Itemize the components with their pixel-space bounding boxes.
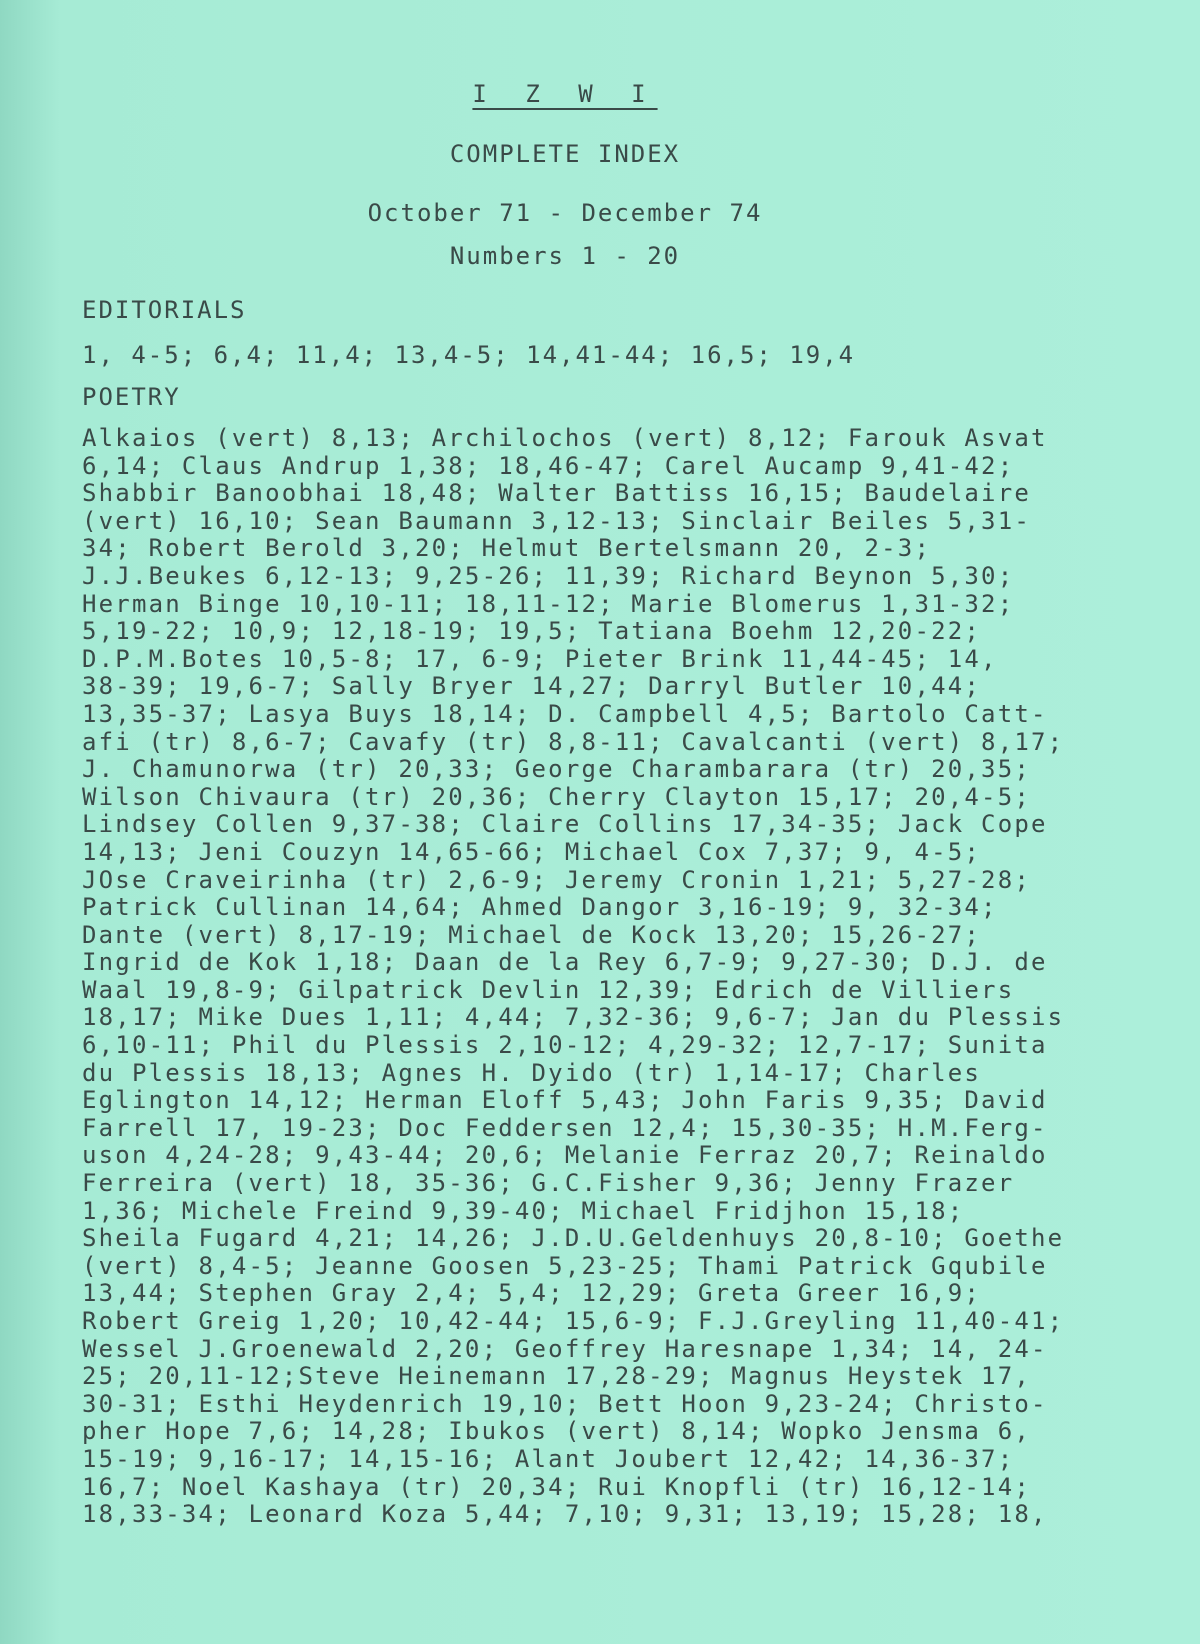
poetry-index-line: 6,14; Claus Andrup 1,38; 18,46-47; Carel Aucamp 9,41-42; xyxy=(82,451,1015,480)
poetry-index-line: Alkaios (vert) 8,13; Archilochos (vert) 8,12; Farouk Asvat xyxy=(82,424,1048,452)
poetry-index-line: Waal 19,8-9; Gilpatrick Devlin 12,39; Edrich de Villiers xyxy=(82,975,1015,1004)
poetry-index-line: 25; 20,11-12;Steve Heinemann 17,28-29; Magnus Heystek 17, xyxy=(82,1362,1032,1391)
poetry-index-line: 30-31; Esthi Heydenrich 19,10; Bett Hoon 9,23-24; Christo- xyxy=(82,1389,1048,1418)
poetry-index-line: 1,36; Michele Freind 9,39-40; Michael Fridjhon 15,18; xyxy=(82,1196,965,1225)
poetry-index-line: Ingrid de Kok 1,18; Daan de la Rey 6,7-9; 9,27-30; D.J. de xyxy=(82,948,1048,977)
date-range: October 71 - December 74 xyxy=(367,199,763,227)
poetry-index-line: JOse Craveirinha (tr) 2,6-9; Jeremy Cronin 1,21; 5,27-28; xyxy=(82,865,1032,894)
poetry-index-line: 15-19; 9,16-17; 14,15-16; Alant Joubert 12,42; 14,36-37; xyxy=(82,1444,1015,1473)
poetry-index-line: 14,13; Jeni Couzyn 14,65-66; Michael Cox 7,37; 9, 4-5; xyxy=(82,837,982,866)
poetry-index-line: Lindsey Collen 9,37-38; Claire Collins 17,34-35; Jack Cope xyxy=(82,810,1048,839)
poetry-index-line: Shabbir Banoobhai 18,48; Walter Battiss 16,15; Baudelaire xyxy=(82,479,1032,508)
poetry-index-line: D.P.M.Botes 10,5-8; 17, 6-9; Pieter Brink 11,44-45; 14, xyxy=(82,644,998,673)
poetry-index-line: Wessel J.Groenewald 2,20; Geoffrey Haresnape 1,34; 14, 24- xyxy=(82,1334,1048,1363)
poetry-index-line: 18,17; Mike Dues 1,11; 4,44; 7,32-36; 9,6-7; Jan du Plessis xyxy=(82,1003,1065,1032)
poetry-index-line: Ferreira (vert) 18, 35-36; G.C.Fisher 9,36; Jenny Frazer xyxy=(82,1169,1015,1198)
poetry-index-line: Dante (vert) 8,17-19; Michael de Kock 13,20; 15,26-27; xyxy=(82,920,982,949)
poetry-index-line: pher Hope 7,6; 14,28; Ibukos (vert) 8,14; Wopko Jensma 6, xyxy=(82,1417,1032,1446)
poetry-index-line: 18,33-34; Leonard Koza 5,44; 7,10; 9,31; 13,19; 15,28; 18, xyxy=(82,1500,1048,1529)
poetry-index-line: afi (tr) 8,6-7; Cavafy (tr) 8,8-11; Cavalcanti (vert) 8,17; xyxy=(82,727,1065,756)
poetry-index-line: du Plessis 18,13; Agnes H. Dyido (tr) 1,14-17; Charles xyxy=(82,1058,982,1087)
poetry-index-line: 16,7; Noel Kashaya (tr) 20,34; Rui Knopfli (tr) 16,12-14; xyxy=(82,1472,1032,1501)
journal-title: I Z W I xyxy=(472,80,658,108)
poetry-index-line: 13,35-37; Lasya Buys 18,14; D. Campbell 4,5; Bartolo Catt- xyxy=(82,699,1048,728)
poetry-index-line: Patrick Cullinan 14,64; Ahmed Dangor 3,16-19; 9, 32-34; xyxy=(82,893,998,922)
poetry-heading: POETRY xyxy=(82,383,181,411)
poetry-index-line: Eglington 14,12; Herman Eloff 5,43; John Faris 9,35; David xyxy=(82,1086,1048,1115)
poetry-index-line: Herman Binge 10,10-11; 18,11-12; Marie Blomerus 1,31-32; xyxy=(82,589,1015,618)
poetry-index-line: 13,44; Stephen Gray 2,4; 5,4; 12,29; Greta Greer 16,9; xyxy=(82,1279,982,1308)
editorials-heading: EDITORIALS xyxy=(82,296,247,324)
poetry-index-line: (vert) 16,10; Sean Baumann 3,12-13; Sinclair Beiles 5,31- xyxy=(82,506,1032,535)
poetry-index-line: uson 4,24-28; 9,43-44; 20,6; Melanie Ferraz 20,7; Reinaldo xyxy=(82,1141,1048,1170)
index-title: COMPLETE INDEX xyxy=(449,140,681,168)
poetry-index-line: J.J.Beukes 6,12-13; 9,25-26; 11,39; Richard Beynon 5,30; xyxy=(82,561,1015,590)
poetry-index-line: Wilson Chivaura (tr) 20,36; Cherry Clayton 15,17; 20,4-5; xyxy=(82,782,1032,811)
poetry-index-line: J. Chamunorwa (tr) 20,33; George Charambarara (tr) 20,35; xyxy=(82,755,1032,784)
poetry-index-text xyxy=(82,425,1122,1529)
poetry-index-line: 5,19-22; 10,9; 12,18-19; 19,5; Tatiana Boehm 12,20-22; xyxy=(82,617,982,646)
poetry-index-line: 38-39; 19,6-7; Sally Bryer 14,27; Darryl Butler 10,44; xyxy=(82,672,982,701)
poetry-index-line: Robert Greig 1,20; 10,42-44; 15,6-9; F.J.Greyling 11,40-41; xyxy=(82,1307,1065,1335)
editorials-references: 1, 4-5; 6,4; 11,4; 13,4-5; 14,41-44; 16,5; 19,4 xyxy=(82,341,856,369)
poetry-index-line: Sheila Fugard 4,21; 14,26; J.D.U.Geldenhuys 20,8-10; Goethe xyxy=(82,1224,1065,1253)
poetry-index-line: (vert) 8,4-5; Jeanne Goosen 5,23-25; Thami Patrick Gqubile xyxy=(82,1251,1048,1280)
issue-numbers-range: Numbers 1 - 20 xyxy=(449,242,681,270)
poetry-index-line: 6,10-11; Phil du Plessis 2,10-12; 4,29-32; 12,7-17; Sunita xyxy=(82,1031,1048,1060)
poetry-index-line: 34; Robert Berold 3,20; Helmut Bertelsmann 20, 2-3; xyxy=(82,534,932,563)
poetry-index-line: Farrell 17, 19-23; Doc Feddersen 12,4; 15,30-35; H.M.Ferg- xyxy=(82,1113,1048,1142)
